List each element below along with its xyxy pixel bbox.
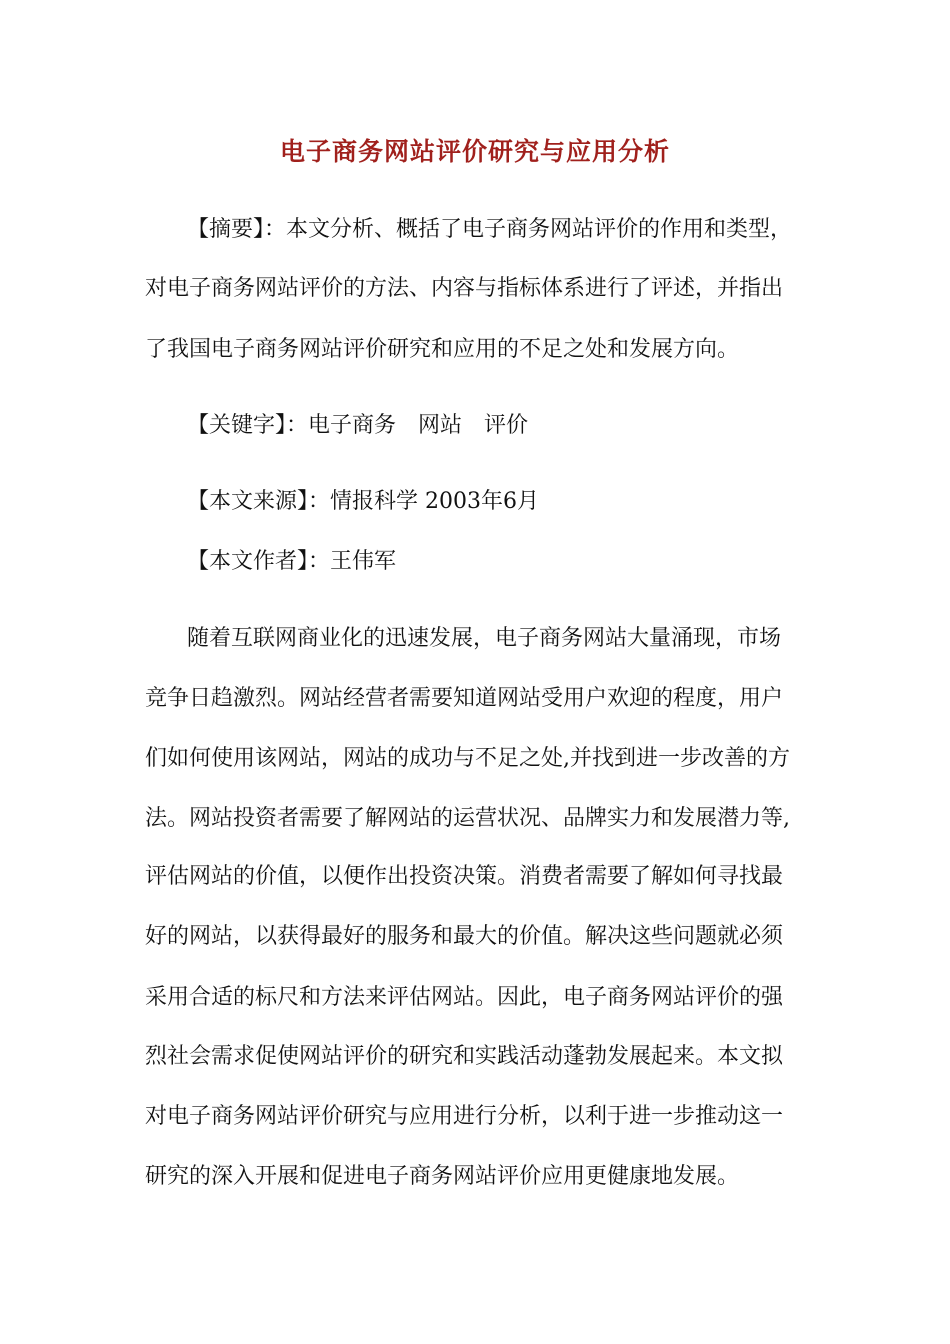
abstract-line-2: 对电子商务网站评价的方法、内容与指标体系进行了评述，并指出 [145,276,784,301]
document-title: 电子商务网站评价研究与应用分析 [279,137,670,166]
body-line-5: 评估网站的价值，以便作出投资决策。消费者需要了解如何寻找最 [145,864,784,889]
body-line-4: 法。网站投资者需要了解网站的运营状况、品牌实力和发展潜力等, [145,806,790,831]
source-line: 【本文来源】：情报科学 2003年6月 [187,489,539,514]
abstract-line-3: 了我国电子商务网站评价研究和应用的不足之处和发展方向。 [145,337,740,362]
body-line-7: 采用合适的标尺和方法来评估网站。因此，电子商务网站评价的强 [145,985,784,1010]
body-line-1: 随着互联网商业化的迅速发展，电子商务网站大量涌现，市场 [187,626,782,651]
body-line-2: 竞争日趋激烈。网站经营者需要知道网站受用户欢迎的程度，用户 [145,686,784,711]
body-line-9: 对电子商务网站评价研究与应用进行分析，以利于进一步推动这一 [145,1104,784,1129]
body-line-3: 们如何使用该网站，网站的成功与不足之处,并找到进一步改善的方 [145,746,790,771]
body-line-6: 好的网站，以获得最好的服务和最大的价值。解决这些问题就必须 [145,924,784,949]
body-line-10: 研究的深入开展和促进电子商务网站评价应用更健康地发展。 [145,1164,740,1189]
keywords-line: 【关键字】：电子商务 网站 评价 [187,413,529,438]
author-line: 【本文作者】：王伟军 [187,549,397,574]
abstract-line-1: 【摘要】：本文分析、概括了电子商务网站评价的作用和类型， [187,217,793,242]
body-line-8: 烈社会需求促使网站评价的研究和实践活动蓬勃发展起来。本文拟 [145,1044,784,1069]
